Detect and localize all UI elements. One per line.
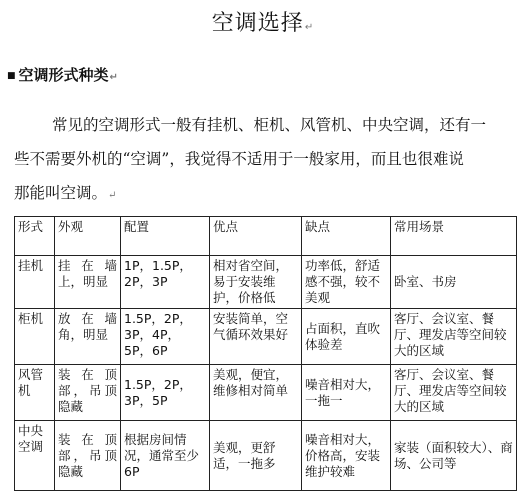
- paragraph-line: 常见的空调形式一般有挂机、柜机、风管机、中央空调，还有一: [52, 116, 487, 134]
- table-cell: 客厅、会议室、餐厅、理发店等空间较大的区域: [391, 309, 517, 365]
- table-row: [15, 309, 517, 365]
- header-cell: 外观: [55, 217, 121, 256]
- table-cell: 美观，更舒适，一拖多: [210, 421, 302, 491]
- table-cell: 1.5P，2P，3P，4P，5P，6P: [121, 309, 210, 365]
- table-cell: 客厅、会议室、餐厅、理发店等空间较大的区域: [391, 365, 517, 421]
- table-cell: 家装（面积较大）、商场、公司等: [391, 421, 517, 491]
- table-row: [15, 256, 517, 309]
- header-cell: 优点: [210, 217, 302, 256]
- table-cell: 安装简单，空气循环效果好: [210, 309, 302, 365]
- paragraph-mark-icon: ↵: [109, 72, 118, 83]
- table-cell: 卧室、书房: [391, 256, 517, 309]
- table-cell: 噪音相对大，价格高，安装维护较难: [302, 421, 391, 491]
- table-header-row: [15, 217, 517, 256]
- paragraph-line: 那能叫空调。↵: [14, 184, 117, 202]
- table-cell: 装在顶部，吊顶隐藏: [55, 421, 121, 491]
- table-cell: 挂机: [15, 256, 55, 309]
- table-cell: 占面积，直吹体验差: [302, 309, 391, 365]
- table-cell: 相对省空间，易于安装维护，价格低: [210, 256, 302, 309]
- table-cell: 挂在墙上，明显: [55, 256, 121, 309]
- table-row: [15, 365, 517, 421]
- bullet-icon: ■: [7, 71, 16, 81]
- table-cell: 1.5P，2P，3P，5P: [121, 365, 210, 421]
- table-cell: 装在顶部，吊顶隐藏: [55, 365, 121, 421]
- table-cell: 中央空调: [15, 421, 55, 491]
- table-row: [15, 421, 517, 491]
- table-cell: 美观，便宜，维修相对简单: [210, 365, 302, 421]
- header-cell: 缺点: [302, 217, 391, 256]
- paragraph-mark-icon: ↵: [108, 190, 117, 201]
- table-cell: 功率低，舒适感不强，较不美观: [302, 256, 391, 309]
- table-cell: [302, 365, 391, 421]
- header-cell: 形式: [15, 217, 55, 256]
- table-cell: 柜机: [15, 309, 55, 365]
- paragraph-mark-icon: ↵: [304, 22, 315, 33]
- table-cell: 根据房间情况，通常至少6P: [121, 421, 210, 491]
- document-title: 空调选择↵: [211, 11, 315, 36]
- header-cell: 配置: [121, 217, 210, 256]
- section-heading: ■ 空调形式种类↵: [7, 66, 118, 84]
- paragraph-line: 些不需要外机的“空调”，我觉得不适用于一般家用，而且也很难说: [14, 150, 464, 168]
- table-cell: 放在墙角，明显: [55, 309, 121, 365]
- cons-text: 噪音相对大，一拖一: [305, 376, 381, 408]
- aircon-comparison-table: [14, 216, 517, 491]
- header-cell: 常用场景: [391, 217, 517, 256]
- table-cell: 风管机: [15, 365, 55, 421]
- table-cell: 1P，1.5P，2P，3P: [121, 256, 210, 309]
